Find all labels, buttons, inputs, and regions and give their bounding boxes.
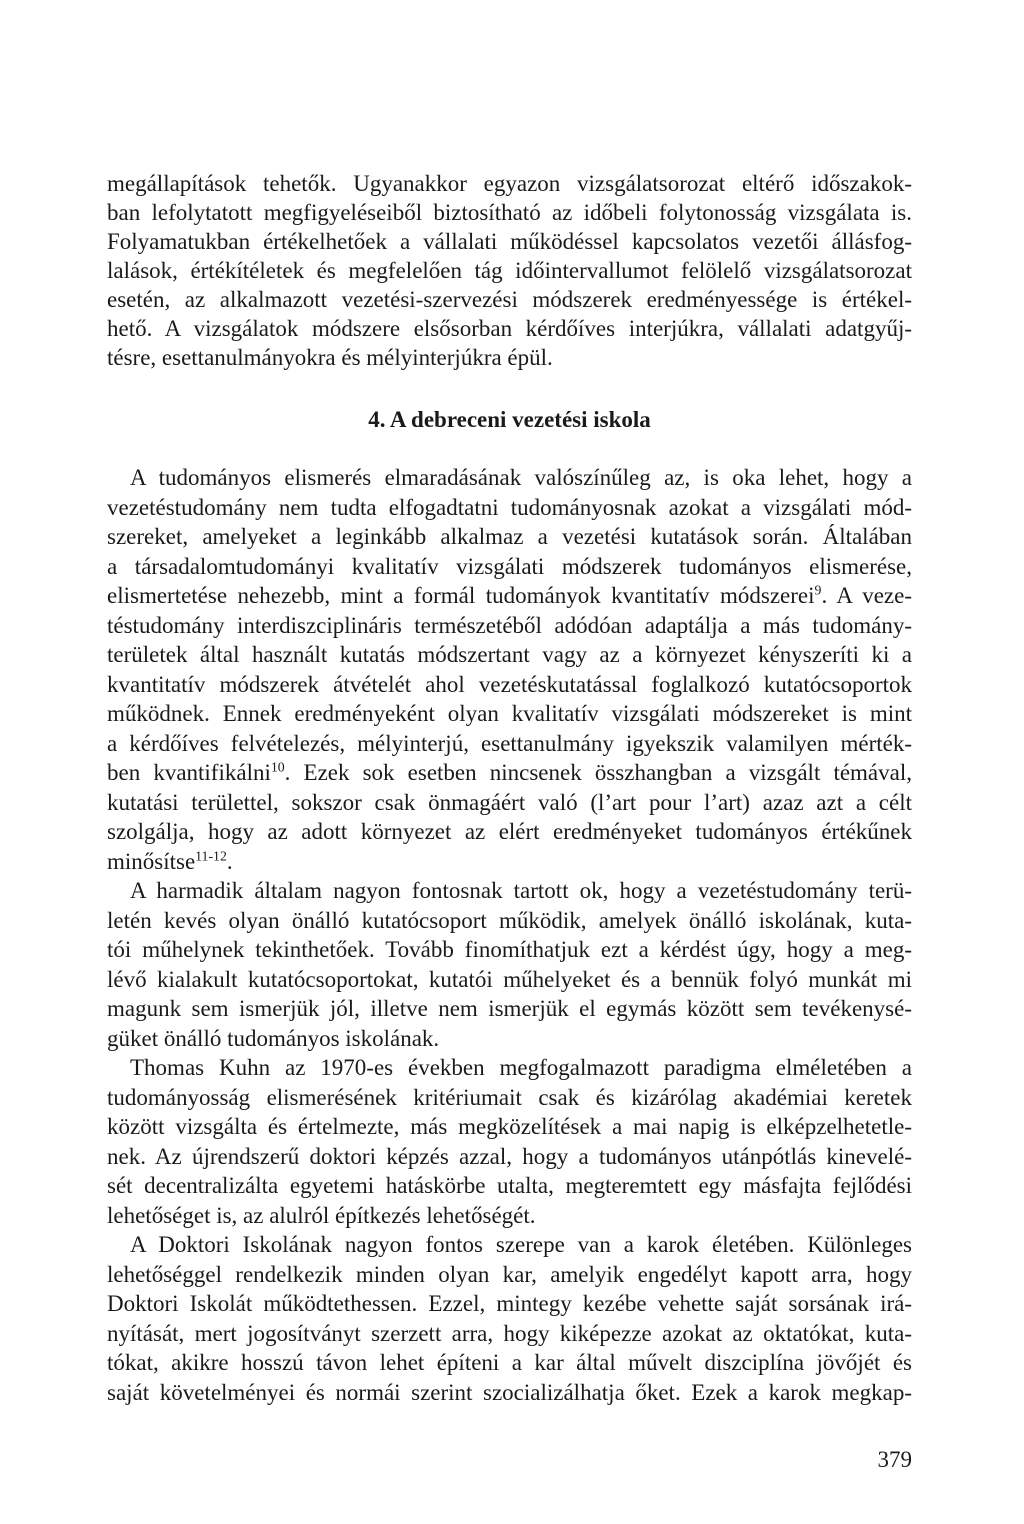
text-line: Doktori Iskolát működtethessen. Ezzel, mintegy kezébe vehette saját sorsának irá- — [107, 1291, 912, 1316]
text-segment: . A veze- — [821, 583, 912, 608]
text-line: sét decentralizálta egyetemi hatáskörbe utalta, megteremtett egy másfajta fejlődési — [107, 1173, 912, 1198]
text-line: megállapítások tehetők. Ugyanakkor egyazon vizsgálatsorozat eltérő időszakok- — [107, 171, 912, 196]
text-line: A harmadik általam nagyon fontosnak tartott ok, hogy a vezetéstudomány terü- — [130, 878, 912, 903]
text-line: lévő kialakult kutatócsoportokat, kutatói műhelyeket és a bennük folyó munkát mi — [107, 966, 912, 992]
paragraph — [107, 463, 912, 876]
text-line: güket önálló tudományos iskolának. — [107, 1025, 440, 1051]
paragraph — [107, 1230, 912, 1407]
text-line — [107, 581, 912, 611]
text-segment: ben kvantifikálni — [107, 760, 271, 785]
text-line: tésre, esettanulmányokra és mélyinterjúkra épül. — [107, 345, 553, 370]
text-line: között vizsgálta és értelmezte, más megközelítések a mai napig is elképzelhetetle- — [107, 1114, 912, 1139]
footnote-reference: 10 — [270, 759, 285, 775]
text-line: nek. Az újrendszerű doktori képzés azzal, hogy a tudományos utánpótlás kinevelé- — [107, 1143, 912, 1169]
text-line: hető. A vizsgálatok módszere elsősorban kérdőíves interjúkra, vállalati adatgyűj- — [107, 316, 912, 341]
text-line: lehetőséget is, az alulról építkezés lehetőségét. — [107, 1202, 536, 1228]
text-line — [107, 847, 912, 877]
text-line: magunk sem ismerjük jól, illetve nem ismerjük el egymás között sem tevékenysé- — [107, 996, 912, 1021]
paragraph — [107, 876, 912, 1053]
text-segment: . Ezek sok esetben nincsenek összhangban a vizsgált témával, — [284, 760, 912, 785]
text-line: területek által használt kutatás módszertant vagy az a környezet kényszeríti ki a — [107, 642, 912, 667]
text-line: A tudományos elismerés elmaradásának valószínűleg az, is oka lehet, hogy a — [130, 465, 912, 490]
text-segment: minősítse — [107, 848, 196, 874]
text-line: tói műhelynek tekinthetőek. Tovább finomíthatjuk ezt a kérdést úgy, hogy a meg- — [107, 937, 912, 962]
text-segment: elismertetése nehezebb, mint a formál tudományok kvantitatív módszerei — [107, 583, 815, 608]
text-line: szolgálja, hogy az adott környezet az elért eredményeket tudományos értékűnek — [107, 819, 912, 844]
text-line: lehetőséggel rendelkezik minden olyan kar, amelyik engedélyt kapott arra, hogy — [107, 1261, 912, 1287]
intro-paragraph — [107, 169, 912, 372]
text-line: Folyamatukban értékelhetőek a vállalati működéssel kapcsolatos vezetői állásfog- — [107, 229, 912, 254]
text-line: kutatási területtel, sokszor csak önmagáért való (l’art pour l’art) azaz azt a célt — [107, 789, 912, 815]
text-line: A Doktori Iskolának nagyon fontos szerepe van a karok életében. Különleges — [130, 1232, 912, 1257]
footnote-reference: 11-12 — [195, 848, 227, 864]
text-line: ban lefolytatott megfigyeléseiből biztosítható az időbeli folytonosság vizsgálata is. — [107, 200, 912, 225]
text-line — [107, 758, 912, 788]
section-heading: 4. A debreceni vezetési iskola — [368, 407, 651, 432]
text-line: a kérdőíves felvételezés, mélyinterjú, esettanulmány igyekszik valamilyen mérték- — [107, 730, 912, 756]
text-line: lalások, értékítéletek és megfelelően tág időintervallumot felölelő vizsgálatsorozat — [107, 258, 912, 283]
text-line: nyítását, mert jogosítványt szerzett arra, hogy kiképezze azokat az oktatókat, kuta- — [107, 1320, 912, 1346]
footnote-reference: 9 — [814, 582, 822, 598]
text-line: a társadalomtudományi kvalitatív vizsgálati módszerek tudományos elismerése, — [107, 553, 912, 579]
page-number: 379 — [877, 1447, 912, 1472]
paragraph — [107, 1053, 912, 1230]
text-line: letén kevés olyan önálló kutatócsoport működik, amelyek önálló iskolának, kuta- — [107, 907, 912, 933]
text-line: szereket, amelyeket a leginkább alkalmaz a vezetési kutatások során. Általában — [107, 524, 912, 549]
text-line: tókat, akikre hosszú távon lehet építeni a kar által művelt diszciplína jövőjét és — [107, 1350, 912, 1375]
text-line: Thomas Kuhn az 1970-es években megfogalmazott paradigma elméletében a — [130, 1055, 912, 1080]
text-line: saját követelményei és normái szerint szocializálhatja őket. Ezek a karok megkap- — [107, 1379, 912, 1405]
text-line: kvantitatív módszerek átvételét ahol vezetéskutatással foglalkozó kutatócsoportok — [107, 671, 912, 697]
text-segment: . — [226, 848, 233, 874]
section-body — [107, 463, 912, 1407]
text-line: esetén, az alkalmazott vezetési-szervezési módszerek eredményessége is értékel- — [107, 287, 912, 312]
text-line: téstudomány interdiszciplináris természetéből adódóan adaptálja a más tudomány- — [107, 612, 912, 638]
text-line: tudományosság elismerésének kritériumait csak és kizárólag akadémiai keretek — [107, 1084, 912, 1110]
text-line: vezetéstudomány nem tudta elfogadtatni tudományosnak azokat a vizsgálati mód- — [107, 494, 912, 520]
text-line: működnek. Ennek eredményeként olyan kvalitatív vizsgálati módszereket is mint — [107, 701, 912, 726]
